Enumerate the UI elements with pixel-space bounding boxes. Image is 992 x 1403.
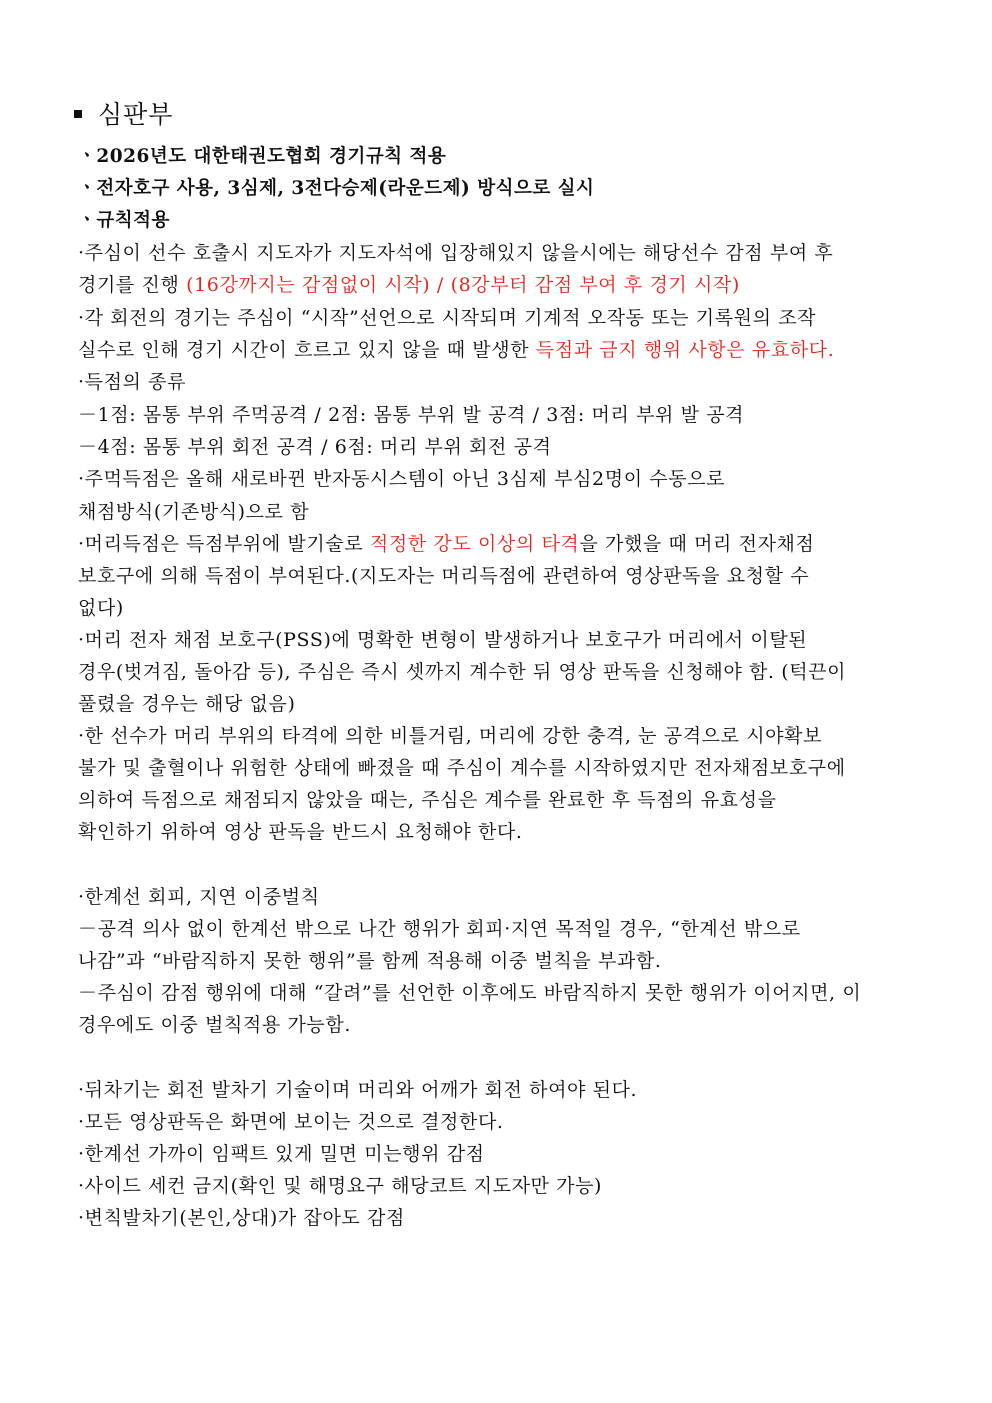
rule-text: 실수로 인해 경기 시간이 흐르고 있지 않을 때 발생한 xyxy=(78,339,536,361)
rule-line: ·주먹득점은 올해 새로바뀐 반자동시스템이 아닌 3심제 부심2명이 수동으로 xyxy=(78,468,726,490)
rule-line: 경우(벗겨짐, 돌아감 등), 주심은 즉시 셋까지 계수한 뒤 영상 판독을 신청해야 함. (턱끈이 xyxy=(78,661,847,683)
rule-line: ·각 회전의 경기는 주심이 “시작”선언으로 시작되며 기계적 오작동 또는 기록원의 조작 xyxy=(78,307,817,329)
rule-line: ·한계선 회피, 지연 이중벌칙 xyxy=(78,886,320,908)
square-bullet-icon xyxy=(74,110,82,118)
rule-line: 없다) xyxy=(78,597,124,619)
rule-text: 경기를 진행 xyxy=(78,274,187,296)
rule-line: －4점: 몸통 부위 회전 공격 / 6점: 머리 부위 회전 공격 xyxy=(78,436,552,458)
rule-line: －공격 의사 없이 한계선 밖으로 나간 행위가 회피·지연 목적일 경우, “한계선 밖으로 xyxy=(78,918,801,940)
rule-line: ·뒤차기는 회전 발차기 기술이며 머리와 어깨가 회전 하여야 된다. xyxy=(78,1079,638,1101)
rule-line: 의하여 득점으로 채점되지 않았을 때는, 주심은 계수를 완료한 후 득점의 유효성을 xyxy=(78,789,777,811)
rule-line xyxy=(78,270,740,300)
rule-line: ·주심이 선수 호출시 지도자가 지도자석에 입장해있지 않을시에는 해당선수 감점 부여 후 xyxy=(78,242,834,264)
section-heading-text: 심판부 xyxy=(98,100,174,129)
rule-line: －1점: 몸통 부위 주먹공격 / 2점: 몸통 부위 발 공격 / 3점: 머리 부위 발 공격 xyxy=(78,404,745,426)
rule-line xyxy=(78,529,814,559)
rule-line: ·한계선 가까이 임팩트 있게 밀면 미는행위 감점 xyxy=(78,1143,485,1165)
rule-line: ·머리 전자 채점 보호구(PSS)에 명확한 변형이 발생하거나 보호구가 머리에서 이탈된 xyxy=(78,629,808,651)
rule-highlight: 득점과 금지 행위 사항은 유효하다. xyxy=(535,339,835,361)
rule-line: ·변칙발차기(본인,상대)가 잡아도 감점 xyxy=(78,1207,405,1229)
rule-line: 불가 및 출혈이나 위험한 상태에 빠졌을 때 주심이 계수를 시작하였지만 전자채점보호구에 xyxy=(78,757,846,779)
section-heading xyxy=(74,100,173,130)
rule-line: ·모든 영상판독은 화면에 보이는 것으로 결정한다. xyxy=(78,1111,504,1133)
rule-line: 보호구에 의해 득점이 부여된다.(지도자는 머리득점에 관련하여 영상판독을 요청할 수 xyxy=(78,565,810,587)
rule-highlight: 적정한 강도 이상의 타격 xyxy=(369,533,580,555)
rule-line xyxy=(78,335,834,365)
summary-item: ㆍ2026년도 대한태권도협회 경기규칙 적용 xyxy=(78,146,447,167)
rule-line: 나감”과 “바람직하지 못한 행위”를 함께 적용해 이중 벌칙을 부과함. xyxy=(78,950,662,972)
summary-item: ㆍ규칙적용 xyxy=(78,210,170,231)
rule-line: 경우에도 이중 벌칙적용 가능함. xyxy=(78,1014,351,1036)
rule-line: －주심이 감점 행위에 대해 “갈려”를 선언한 이후에도 바람직하지 못한 행위가 이어지면, 이 xyxy=(78,982,862,1004)
rule-line: 채점방식(기존방식)으로 함 xyxy=(78,501,310,523)
summary-item: ㆍ전자호구 사용, 3심제, 3전다승제(라운드제) 방식으로 실시 xyxy=(78,178,595,199)
rule-line: ·득점의 종류 xyxy=(78,371,187,393)
rule-text: ·머리득점은 득점부위에 발기술로 xyxy=(78,533,370,555)
rule-line: 확인하기 위하여 영상 판독을 반드시 요청해야 한다. xyxy=(78,821,523,843)
rule-highlight: (16강까지는 감점없이 시작) / (8강부터 감점 부여 후 경기 시작) xyxy=(186,274,740,296)
rule-text: 을 가했을 때 머리 전자채점 xyxy=(579,533,815,555)
rule-line: ·한 선수가 머리 부위의 타격에 의한 비틀거림, 머리에 강한 충격, 눈 공격으로 시야확보 xyxy=(78,725,823,747)
rule-line: ·사이드 세컨 금지(확인 및 해명요구 해당코트 지도자만 가능) xyxy=(78,1175,603,1197)
rule-line: 풀렸을 경우는 해당 없음) xyxy=(78,693,296,715)
